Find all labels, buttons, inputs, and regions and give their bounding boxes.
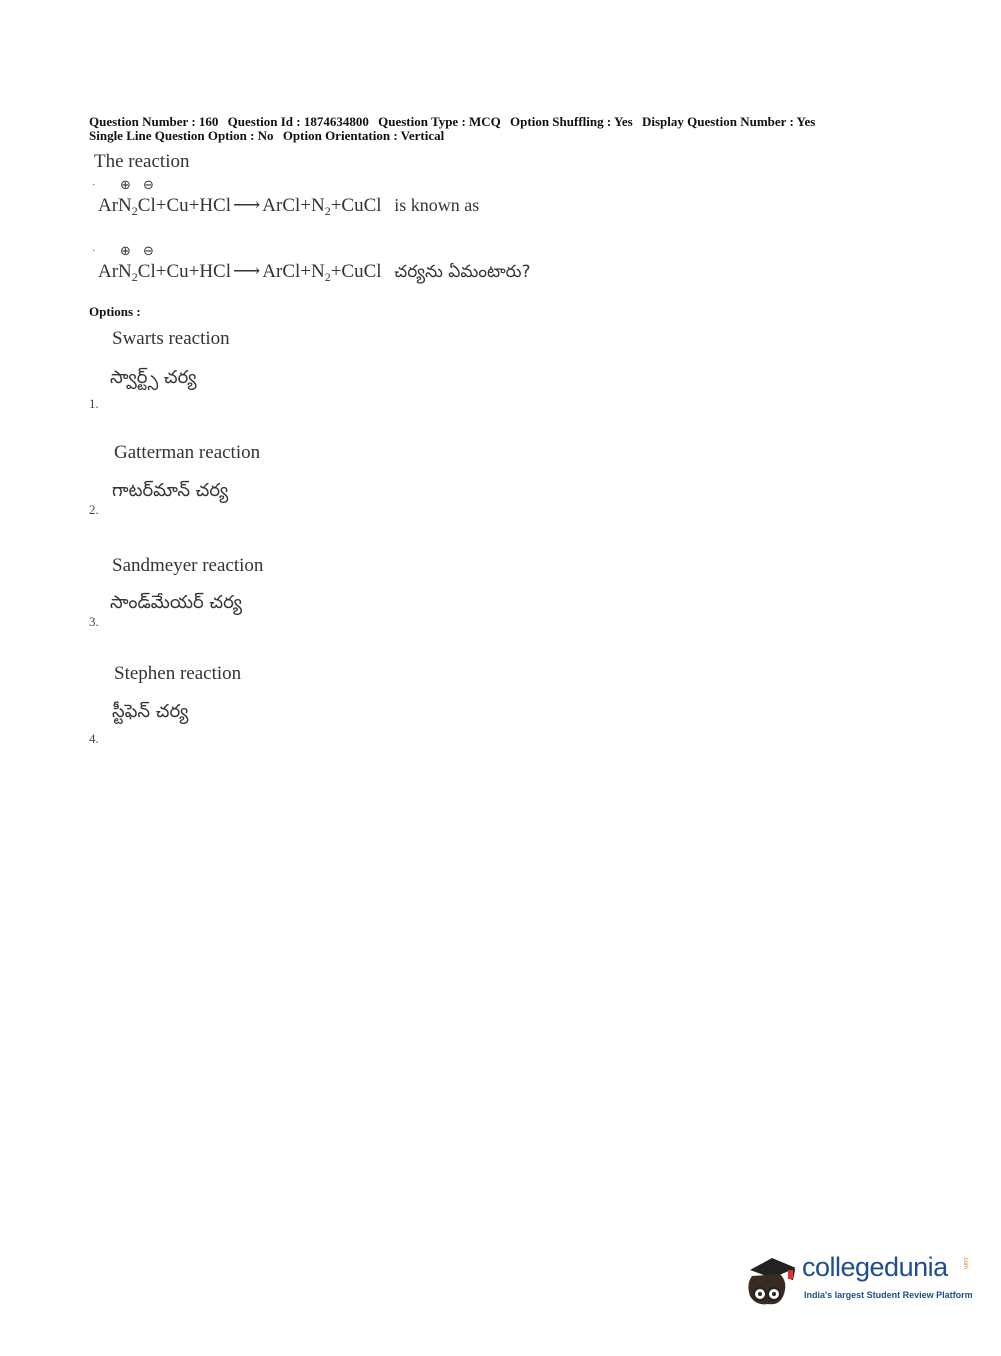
charge-symbols: ⊕ ⊖ [120,244,158,259]
question-intro: The reaction [94,151,190,172]
charge-symbols: ⊕ ⊖ [120,178,158,193]
reaction-arrow: ⟶ [233,195,261,216]
option-2-number: 2. [89,502,99,517]
question-tail-telugu: చర్యను ఏమంటారు? [394,262,531,282]
question-tail-english: is known as [394,195,480,215]
option-3-telugu: సాండ్‌మేయర్ చర్య [110,592,242,613]
option-orientation: Option Orientation : Vertical [282,128,445,143]
question-type: Question Type : MCQ [378,114,501,129]
logo-wordmark: collegedunia [802,1252,948,1282]
option-3-number: 3. [89,614,99,629]
option-1-number: 1. [89,396,99,411]
reaction-equation-english: · ⊕ ⊖ ArN$_2$Cl+Cu+HCl ⟶ $ArCl+N_2+CuCl$ is known as [92,178,480,218]
reaction-arrow: ⟶ [233,261,261,282]
display-question-number: Display Question Number : Yes [641,114,816,129]
question-id: Question Id : 1874634800 [227,114,369,129]
option-1-english: Swarts reaction [112,328,230,349]
single-line-option: Single Line Question Option : No [89,128,274,143]
option-4-number: 4. [89,731,99,746]
logo-tagline: India's largest Student Review Platform [804,1290,973,1300]
option-3-english: Sandmeyer reaction [112,555,264,576]
reaction-equation-telugu: · ⊕ ⊖ ArN$_2$Cl+Cu+HCl ⟶ $ArCl+N_2+CuCl$ చర్యను ఏమంటారు? [92,244,531,284]
logo-com: .com [962,1256,968,1270]
question-metadata [89,115,969,143]
option-2-english: Gatterman reaction [114,442,261,463]
option-2-telugu: గాటర్‌మాన్ చర్య [112,480,229,501]
mascot-icon [742,1248,802,1314]
collegedunia-logo [742,1248,972,1318]
options-label: Options : [89,304,141,319]
question-number: Question Number : 160 [89,114,219,129]
option-4-english: Stephen reaction [114,663,242,684]
option-1-telugu: స్వార్ట్స్ చర్య [110,367,197,388]
option-shuffling: Option Shuffling : Yes [510,114,633,129]
option-4-telugu: స్టీఫెన్ చర్య [112,701,189,722]
